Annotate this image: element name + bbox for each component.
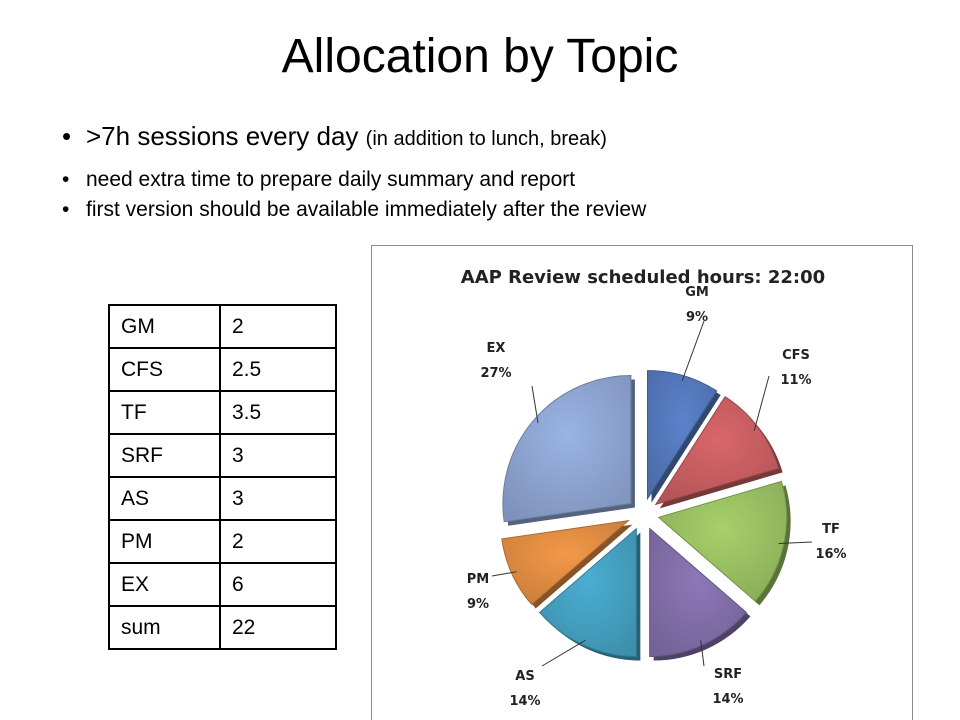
slide-title: Allocation by Topic xyxy=(281,30,679,83)
table-cell-topic: CFS xyxy=(109,348,220,391)
table-cell-hours: 6 xyxy=(220,563,336,606)
bullet-dot: • xyxy=(62,198,70,221)
table-row xyxy=(109,477,336,520)
table-cell-topic: EX xyxy=(109,563,220,606)
pie-chart-svg xyxy=(372,246,913,720)
leader-line xyxy=(532,386,538,423)
table-row xyxy=(109,434,336,477)
table-cell-topic: TF xyxy=(109,391,220,434)
pie-slices xyxy=(502,371,791,661)
table-cell-hours: 2.5 xyxy=(220,348,336,391)
chart-title: AAP Review scheduled hours: 22:00 xyxy=(460,267,826,288)
table-row xyxy=(109,305,336,348)
slice-category-label: TF xyxy=(822,522,840,537)
table-row xyxy=(109,520,336,563)
table-row xyxy=(109,348,336,391)
slice-category-label: EX xyxy=(486,341,506,356)
table-cell-hours: 2 xyxy=(220,305,336,348)
bullet-text: need extra time to prepare daily summary and report xyxy=(86,168,576,191)
slice-category-label: GM xyxy=(685,285,709,300)
slice-percent-label: 14% xyxy=(712,692,744,707)
table-cell-topic: PM xyxy=(109,520,220,563)
table-row xyxy=(109,391,336,434)
table-cell-topic: sum xyxy=(109,606,220,649)
slice-category-label: SRF xyxy=(713,667,743,682)
slice-percent-label: 14% xyxy=(509,694,541,709)
table-cell-hours: 22 xyxy=(220,606,336,649)
bullet-item xyxy=(62,195,942,225)
table-cell-hours: 3 xyxy=(220,477,336,520)
leader-line xyxy=(754,376,769,431)
bullet-note: (in addition to lunch, break) xyxy=(365,128,607,150)
bullet-text: first version should be available immediately after the review xyxy=(86,198,647,221)
slice-percent-label: 11% xyxy=(780,373,812,388)
slice-percent-label: 27% xyxy=(480,366,512,381)
slice-percent-label: 16% xyxy=(815,547,847,562)
table-cell-hours: 3.5 xyxy=(220,391,336,434)
bullet-dot: • xyxy=(62,121,72,151)
slice-category-label: AS xyxy=(515,669,535,684)
bullet-text: >7h sessions every day xyxy=(86,121,359,151)
slice-category-label: CFS xyxy=(782,348,810,363)
pie-slice-ex xyxy=(503,376,635,526)
table-cell-topic: AS xyxy=(109,477,220,520)
table-cell-topic: GM xyxy=(109,305,220,348)
table-row xyxy=(109,606,336,649)
table-row xyxy=(109,563,336,606)
table-cell-hours: 3 xyxy=(220,434,336,477)
bullet-list xyxy=(62,118,942,225)
leader-line xyxy=(682,321,704,381)
table-cell-topic: SRF xyxy=(109,434,220,477)
pie-chart xyxy=(371,245,913,720)
allocation-table xyxy=(108,304,337,650)
bullet-item xyxy=(62,118,942,157)
bullet-dot: • xyxy=(62,168,70,191)
slice-category-label: PM xyxy=(466,572,490,587)
pie-slice-face xyxy=(503,376,631,522)
table-cell-hours: 2 xyxy=(220,520,336,563)
leader-line xyxy=(542,640,585,666)
bullet-item xyxy=(62,165,942,195)
slice-percent-label: 9% xyxy=(466,597,490,612)
slice-percent-label: 9% xyxy=(685,310,709,325)
